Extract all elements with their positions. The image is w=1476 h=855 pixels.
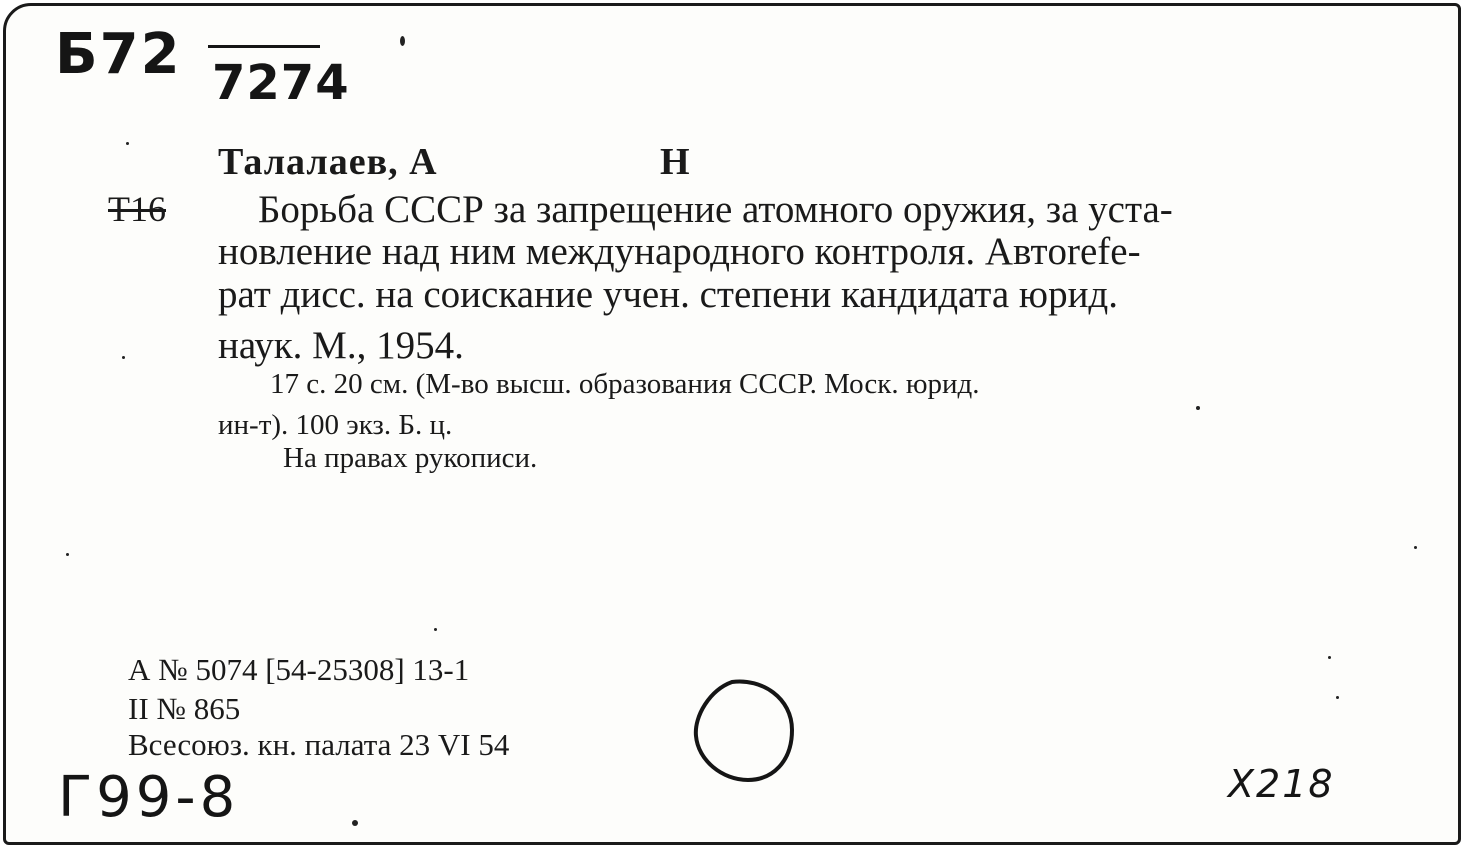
title-line: новление над ним международного контроля. Автorefe-	[218, 230, 1141, 273]
ink-speck	[66, 553, 69, 556]
ink-speck	[1196, 406, 1200, 410]
title-line: рат дисс. на соискание учен. степени кандидата юрид.	[218, 273, 1119, 316]
title-line: наук. М., 1954.	[218, 324, 464, 367]
old-classification-code: Т16	[108, 189, 166, 229]
ink-speck	[434, 628, 437, 631]
registration-number: А № 5074 [54-25308] 13-1	[128, 652, 470, 687]
author-name: Талалаев, А	[218, 141, 438, 183]
ink-speck	[1328, 656, 1331, 659]
ink-speck	[400, 36, 405, 46]
shelf-mark: Б72	[55, 22, 182, 87]
manuscript-note: На правах рукописи.	[283, 442, 538, 474]
hole-punch-mark	[692, 676, 796, 784]
shelf-number: 7274	[212, 55, 350, 111]
ink-speck	[1336, 696, 1339, 699]
physical-description: 17 с. 20 см. (М-во высш. образования СССР. Моск. юрид.	[270, 368, 980, 400]
publisher-chamber: Всесоюз. кн. палата 23 VI 54	[128, 727, 510, 762]
ink-speck	[126, 142, 129, 145]
ink-speck	[352, 820, 358, 826]
ink-speck	[1414, 546, 1417, 549]
shelf-mark-underline	[208, 45, 320, 48]
author-initial: Н	[660, 141, 690, 183]
bottom-right-handwritten-mark: Х218	[1228, 762, 1335, 806]
physical-description: ин-т). 100 экз. Б. ц.	[218, 409, 453, 441]
bottom-handwritten-code: Г99-8	[58, 765, 240, 830]
ink-speck	[122, 356, 125, 359]
registration-number: II № 865	[128, 691, 241, 726]
title-line: Борьба СССР за запрещение атомного оружия, за уста-	[258, 188, 1173, 231]
